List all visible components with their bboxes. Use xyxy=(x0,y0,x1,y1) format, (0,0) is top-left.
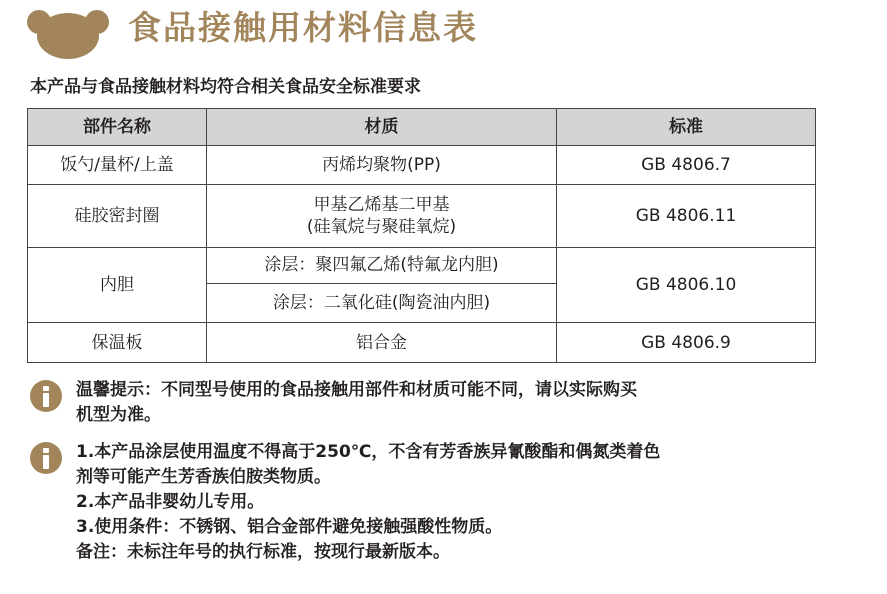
note-text: 1.本产品涂层使用温度不得高于250℃，不含有芳香族异氰酸酯和偶氮类着色 xyxy=(76,442,661,462)
page-subtitle: 本产品与食品接触材料均符合相关食品安全标准要求 xyxy=(30,77,421,97)
tip-note xyxy=(30,378,830,428)
cell-material: 丙烯均聚物(PP) xyxy=(207,145,557,184)
material-line: 甲基乙烯基二甲基 xyxy=(313,194,450,215)
cell-part: 保温板 xyxy=(28,323,207,363)
remark-text: 备注：未标注年号的执行标准，按现行最新版本。 xyxy=(76,542,450,562)
cell-standard: GB 4806.7 xyxy=(557,145,816,184)
cell-standard: GB 4806.9 xyxy=(557,323,816,363)
cell-standard: GB 4806.10 xyxy=(557,247,816,323)
table-row xyxy=(28,145,816,184)
bear-logo-icon xyxy=(26,8,110,60)
cell-standard: GB 4806.11 xyxy=(557,184,816,247)
cell-material: 涂层：聚四氟乙烯(特氟龙内胆) xyxy=(207,247,557,284)
cell-material: 铝合金 xyxy=(207,323,557,363)
page-title: 食品接触用材料信息表 xyxy=(128,8,478,47)
cell-part: 硅胶密封圈 xyxy=(28,184,207,247)
usage-notes xyxy=(30,440,830,565)
table-row xyxy=(28,323,816,363)
header-material: 材质 xyxy=(207,109,557,146)
tip-text: 机型为准。 xyxy=(76,405,161,425)
note-text: 2.本产品非婴幼儿专用。 xyxy=(76,492,265,512)
table-row xyxy=(28,184,816,247)
note-text: 3.使用条件：不锈钢、铝合金部件避免接触强酸性物质。 xyxy=(76,517,503,537)
cell-part: 内胆 xyxy=(28,247,207,323)
cell-material: 涂层：二氧化硅(陶瓷油内胆) xyxy=(207,284,557,323)
info-icon xyxy=(30,442,62,474)
table-header-row xyxy=(28,109,816,146)
tip-text: 温馨提示：不同型号使用的食品接触用部件和材质可能不同，请以实际购买 xyxy=(76,380,637,400)
header-standard: 标准 xyxy=(557,109,816,146)
cell-material xyxy=(207,184,557,247)
info-icon xyxy=(30,380,62,412)
table-row xyxy=(28,247,816,284)
material-line: (硅氧烷与聚硅氧烷) xyxy=(306,216,457,237)
materials-table xyxy=(27,108,816,363)
note-text: 剂等可能产生芳香族伯胺类物质。 xyxy=(76,467,331,487)
header-part: 部件名称 xyxy=(28,109,207,146)
cell-part: 饭勺/量杯/上盖 xyxy=(28,145,207,184)
